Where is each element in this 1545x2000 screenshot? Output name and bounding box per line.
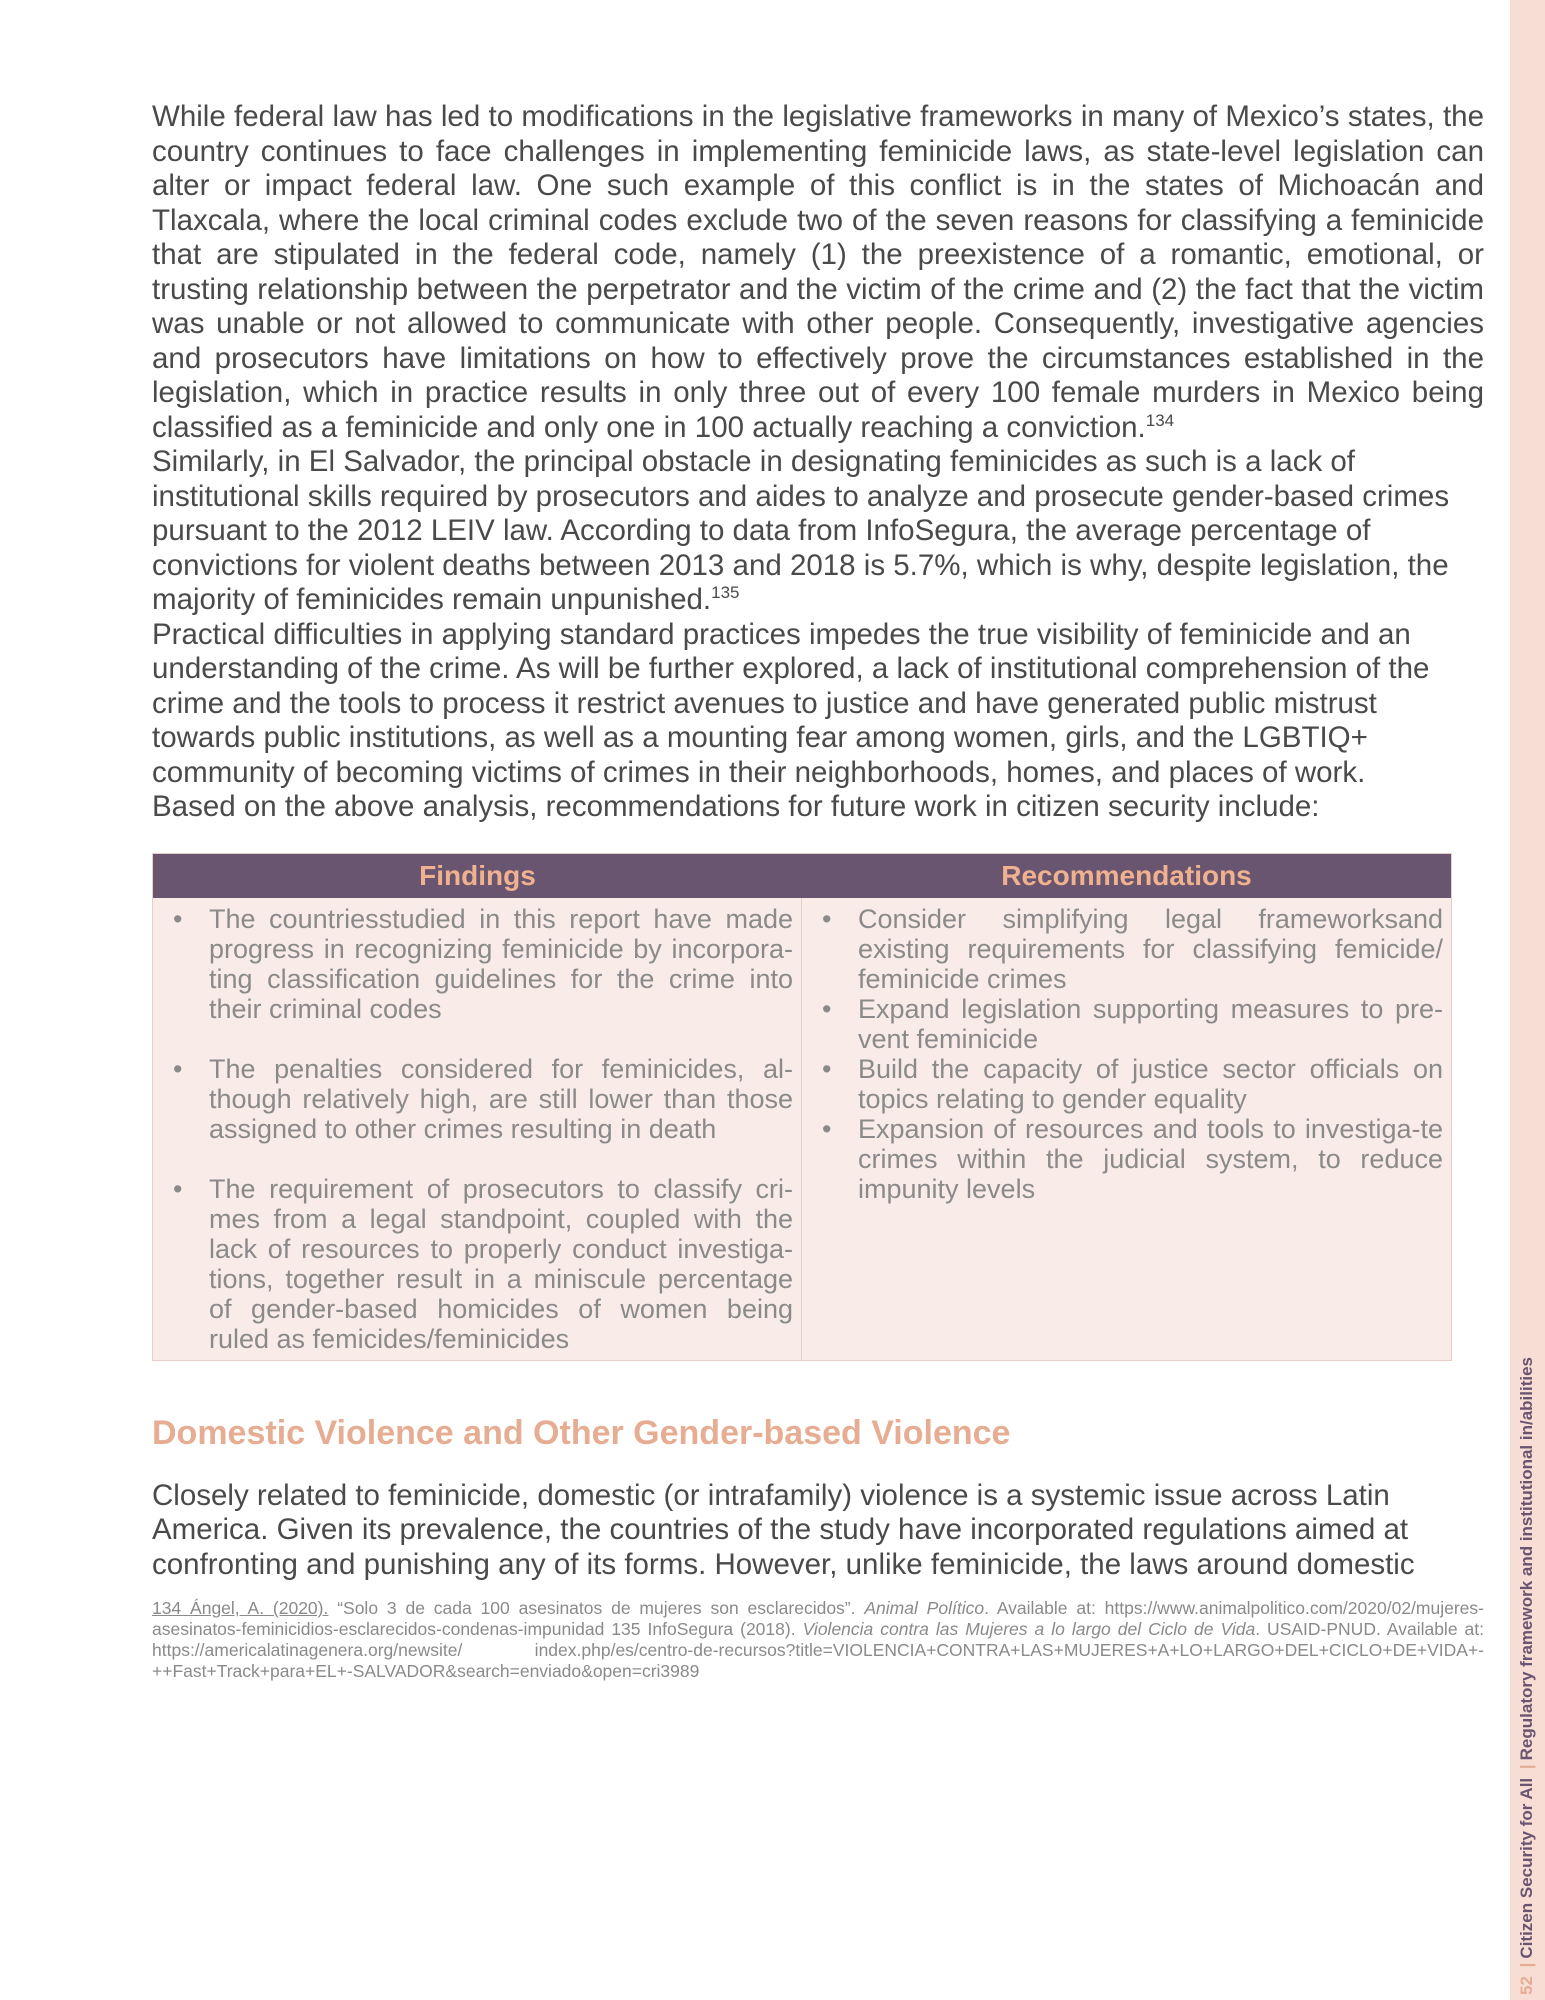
findings-header: Findings xyxy=(419,859,536,891)
footnote-134-label[interactable]: 134 Ángel, A. (2020). xyxy=(152,1598,329,1618)
paragraph-mexico: While federal law has led to modifications in the legislative frameworks in many of Mexico’s states, the country continues to face challenges in implementing feminicide laws, as state-level legislation can alter or impact federal law. One such example of this conflict is in the states of Michoacán and Tlaxcala, where the local criminal codes exclude two of the seven reasons for classifying a feminicide that are stipulated in the federal code, namely (1) the preexistence of a romantic, emotional, or trusting relationship between the perpetrator and the victim of the crime and (2) the fact that the victim was unable or not allowed to communicate with other people. Consequently, investigative agencies and prosecutors have limitations on how to effectively prove the circumstances established in the legislation, which in practice results in only three out of every 100 female murders in Mexico being classified as a feminicide and only one in 100 actually reaching a conviction.$^{134}$ xyxy=(152,100,1484,444)
document-title: Citizen Security for All xyxy=(1517,1777,1536,1959)
running-footer xyxy=(1511,1335,1543,1995)
footnote-135-link[interactable]: . USAID-PNUD. Available at: https://americalatinagenera.org/newsite/ index.php/es/centro-de-recursos?title=VIOLENCIA+CONTRA+LAS+MUJERES+A+LO+LARGO+DEL+CICLO+DE+VIDA+-++Fast+Track+para+EL+-SALVADOR&search=enviado&open=cri3989 xyxy=(152,1619,1485,1681)
finding-item: • The countriesstudied in this report have made progress in recognizing feminicide by incorpora-ting classification guidelines for the crime into their criminal codes xyxy=(165,904,793,1024)
chapter-title: Regulatory framework and institutional in/abilities xyxy=(1517,1357,1536,1761)
recommendation-item: • Expansion of resources and tools to investiga-te crimes within the judicial system, to reduce impunity levels xyxy=(814,1114,1443,1204)
section-title: Domestic Violence and Other Gender-based Violence xyxy=(152,1413,1011,1452)
table-header xyxy=(153,854,1451,898)
footnote-ref-134[interactable]: 134 xyxy=(1145,410,1175,430)
findings-column xyxy=(153,898,802,1360)
separator: | xyxy=(1517,1764,1536,1770)
paragraph-el-salvador: Similarly, in El Salvador, the principal obstacle in designating feminicides as such is a lack of institutional skills required by prosecutors and aides to analyze and prosecute gender-based crimes pursuant to the 2012 LEIV law. According to data from InfoSegura, the average percentage of convictions for violent deaths between 2013 and 2018 is 5.7%, which is why, despite legislation, the majority of feminicides remain unpunished.$^{135}$ xyxy=(152,445,1450,616)
separator: | xyxy=(1517,1962,1536,1968)
footnotes: 134 Ángel, A. (2020). “Solo 3 de cada 100 asesinatos de mujeres son esclarecidos”. Animal Político. Available at: https://www.animalpolitico.com/2020/02/mujeres-asesinatos-feminicidios-esclarecidos-condenas-impunidad 135 InfoSegura (2018). Violencia contra las Mujeres a lo largo del Ciclo de Vida. USAID-PNUD. Available at: https://americalatinagenera.org/newsite/ index.php/es/centro-de-recursos?title=VIOLENCIA+CONTRA+LAS+MUJERES+A+LO+LARGO+DEL+CICLO+DE+VIDA+-++Fast+Track+para+EL+-SALVADOR&search=enviado&open=cri3989 xyxy=(152,1598,1485,1681)
footnote-134-link[interactable]: . Available at: https://www.animalpolitico.com/2020/02/mujeres-asesinatos-feminicidios-esclarecidos-condenas-impunidad xyxy=(152,1598,1484,1639)
table-body xyxy=(153,898,1451,1360)
paragraph-practical-difficulties: Practical difficulties in applying standard practices impedes the true visibility of feminicide and an understanding of the crime. As will be further explored, a lack of institutional comprehension of the crime and the tools to process it restrict avenues to justice and have generated public mistrust towards public institutions, as well as a mounting fear among women, girls, and the LGBTIQ+ community of becoming victims of crimes in their neighborhoods, homes, and places of work. xyxy=(152,617,1430,789)
footnote-ref-135[interactable]: 135 xyxy=(711,583,740,603)
findings-recommendations-table xyxy=(152,853,1452,1361)
recommendation-item: • Expand legislation supporting measures to pre-vent feminicide xyxy=(814,994,1443,1054)
page-number: 52 xyxy=(1517,1976,1536,1995)
paragraph-domestic-violence: Closely related to feminicide, domestic (or intrafamily) violence is a systemic issue across Latin America. Given its prevalence, the countries of the study have incorporated regulations aimed at confronting and punishing any of its forms. However, unlike feminicide, the laws around domestic xyxy=(152,1478,1415,1581)
recommendations-header: Recommendations xyxy=(1001,859,1252,891)
paragraph-recommendations-intro: Based on the above analysis, recommendations for future work in citizen security include: xyxy=(152,790,1320,823)
recommendations-column xyxy=(802,898,1451,1360)
page-content xyxy=(152,100,1484,1682)
finding-item: • The penalties considered for feminicides, al-though relatively high, are still lower than those assigned to other crimes resulting in death xyxy=(165,1054,793,1144)
recommendation-item: • Consider simplifying legal frameworksand existing requirements for classifying femicide/ feminicide crimes xyxy=(814,904,1443,994)
recommendation-item: • Build the capacity of justice sector officials on topics relating to gender equality xyxy=(814,1054,1443,1114)
finding-item: • The requirement of prosecutors to classify cri-mes from a legal standpoint, coupled with the lack of resources to properly conduct investiga-tions, together result in a miniscule percentage of gender-based homicides of women being ruled as femicides/feminicides xyxy=(165,1174,793,1354)
